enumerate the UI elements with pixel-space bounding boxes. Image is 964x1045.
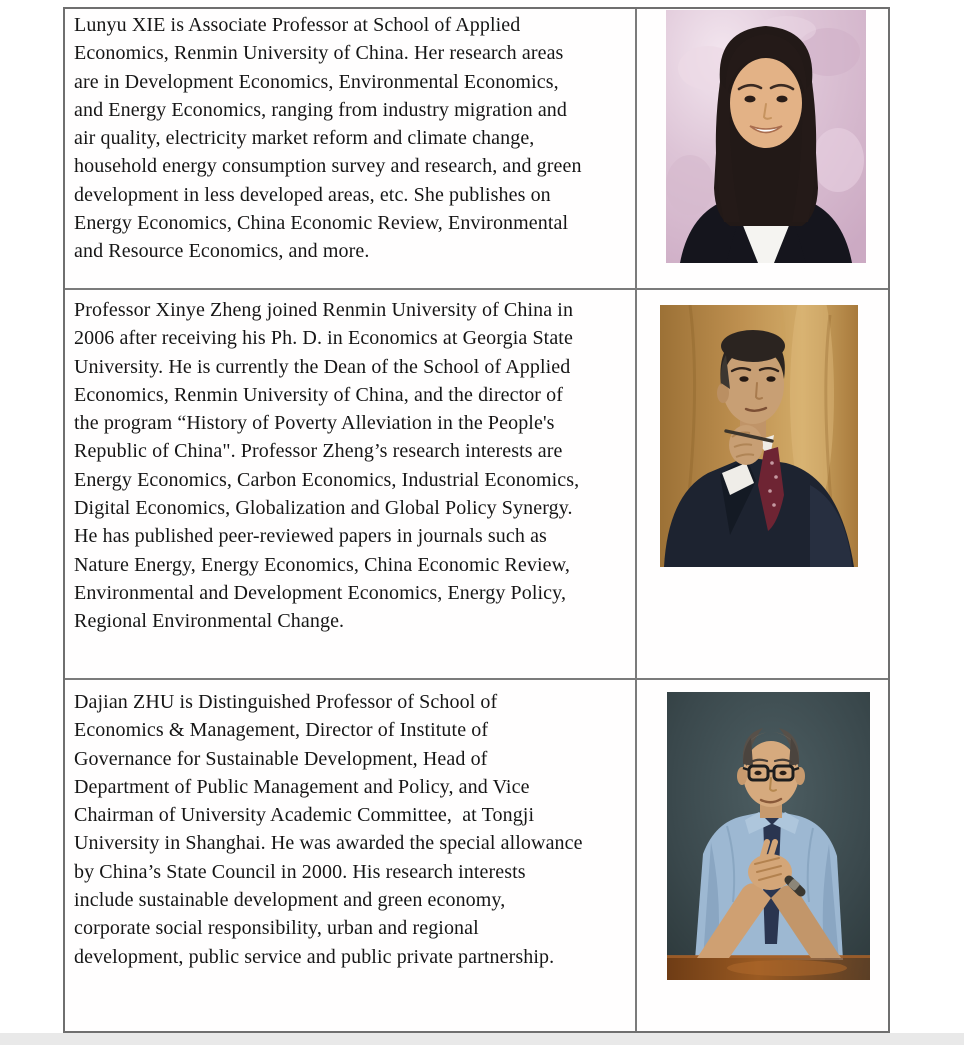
bio-line: are in Development Economics, Environmental Economics, bbox=[74, 70, 559, 93]
bio-line: Digital Economics, Globalization and Global Policy Synergy. bbox=[74, 497, 573, 520]
bio-line: Lunyu XIE is Associate Professor at School of Applied bbox=[74, 14, 521, 36]
bio-cell bbox=[65, 290, 637, 678]
bio-line: Environmental and Development Economics, Energy Policy, bbox=[74, 581, 567, 604]
bio-line: development, public service and public private partnership. bbox=[74, 945, 555, 968]
photo-cell bbox=[637, 9, 888, 288]
bio-line: Economics, Renmin University of China, and the director of bbox=[74, 383, 564, 406]
bio-line: Energy Economics, Carbon Economics, Industrial Economics, bbox=[74, 468, 580, 491]
bio-line: and Resource Economics, and more. bbox=[74, 240, 370, 263]
photo-cell bbox=[637, 680, 888, 1031]
bio-line: Regional Environmental Change. bbox=[74, 610, 345, 633]
bio-line: by China’s State Council in 2000. His research interests bbox=[74, 860, 526, 883]
portrait-xinye-zheng-photo bbox=[660, 305, 858, 567]
photo-cell bbox=[637, 290, 888, 678]
portrait-dajian-zhu-photo bbox=[667, 692, 870, 980]
bio-cell bbox=[65, 680, 637, 1031]
bio-line: Department of Public Management and Policy, and Vice bbox=[74, 775, 530, 798]
bio-line: household energy consumption survey and research, and green bbox=[74, 155, 582, 178]
bio-line: Energy Economics, China Economic Review, Environmental bbox=[74, 212, 569, 235]
bio-line: corporate social responsibility, urban and regional bbox=[74, 917, 479, 940]
page-bottom-margin bbox=[0, 1033, 964, 1045]
bio-line: the program “History of Poverty Alleviation in the People's bbox=[74, 412, 555, 435]
bio-line: Governance for Sustainable Development, Head of bbox=[74, 747, 488, 770]
bio-line: development in less developed areas, etc. She publishes on bbox=[74, 183, 551, 206]
bio-line: Chairman of University Academic Committee, at Tongji bbox=[74, 804, 535, 827]
bio-line: Economics & Management, Director of Institute of bbox=[74, 719, 489, 742]
bio-line: Professor Xinye Zheng joined Renmin University of China in bbox=[74, 299, 574, 321]
portrait-lunyu-xie-photo bbox=[666, 10, 866, 263]
bio-text bbox=[74, 11, 629, 266]
bio-line: Dajian ZHU is Distinguished Professor of School of bbox=[74, 691, 498, 713]
bio-line: Republic of China". Professor Zheng’s research interests are bbox=[74, 440, 563, 463]
speaker-bio-table bbox=[63, 7, 890, 1033]
table-row bbox=[65, 680, 888, 1031]
table-row bbox=[65, 9, 888, 290]
bio-line: air quality, electricity market reform and climate change, bbox=[74, 127, 535, 150]
bio-line: Nature Energy, Energy Economics, China Economic Review, bbox=[74, 553, 570, 576]
bio-text bbox=[74, 296, 629, 636]
bio-line: 2006 after receiving his Ph. D. in Economics at Georgia State bbox=[74, 327, 573, 350]
bio-line: and Energy Economics, ranging from industry migration and bbox=[74, 98, 568, 121]
bio-line: University. He is currently the Dean of the School of Applied bbox=[74, 355, 571, 378]
bio-line: include sustainable development and green economy, bbox=[74, 889, 506, 912]
bio-cell bbox=[65, 9, 637, 288]
bio-text bbox=[74, 688, 629, 971]
bio-line: Economics, Renmin University of China. Her research areas bbox=[74, 42, 564, 65]
bio-line: He has published peer-reviewed papers in journals such as bbox=[74, 525, 547, 548]
table-row bbox=[65, 290, 888, 680]
bio-line: University in Shanghai. He was awarded the special allowance bbox=[74, 832, 583, 855]
